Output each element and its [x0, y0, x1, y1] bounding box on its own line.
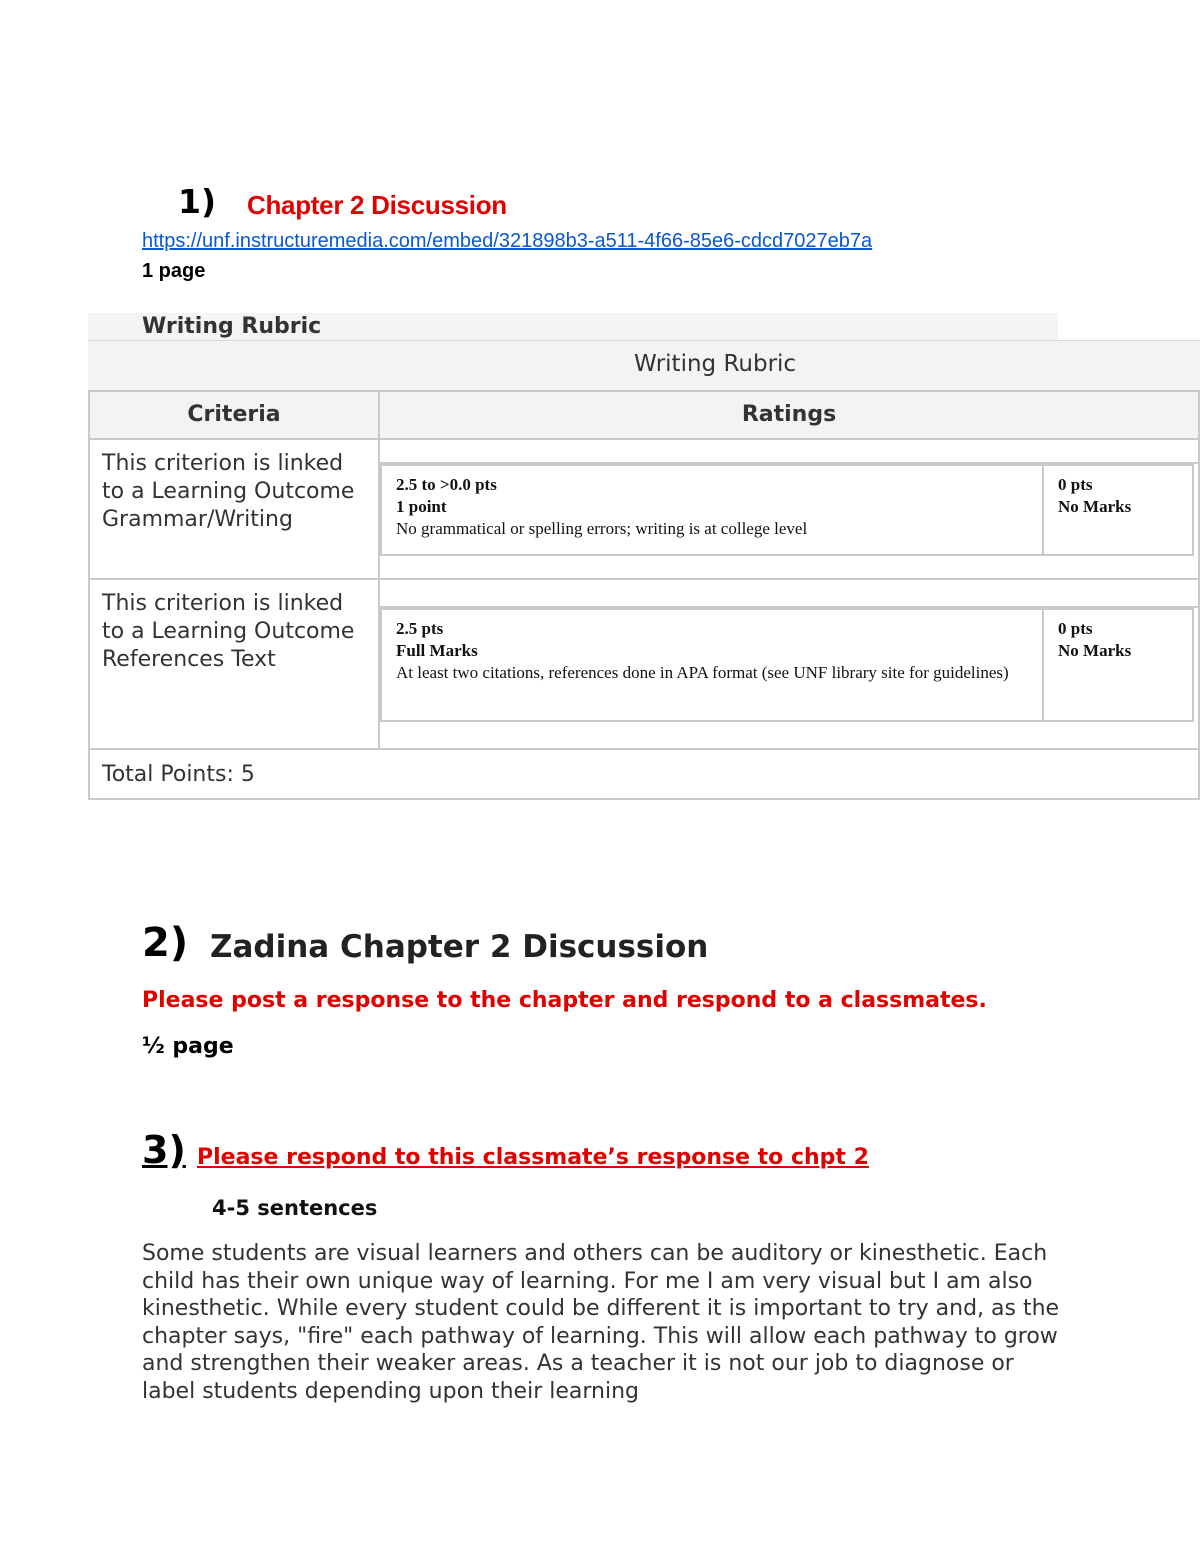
ratings-cell-references — [378, 578, 1200, 750]
rating-full — [380, 608, 1044, 722]
rubric-caption — [88, 340, 1200, 391]
rubric-table — [88, 340, 1200, 800]
rating-description: At least two citations, references done in APA format (see UNF library site for guidelines) — [396, 663, 1009, 682]
header-criteria: Criteria — [88, 390, 380, 440]
rating-label: No Marks — [1058, 641, 1132, 660]
rating-pts: 2.5 pts — [396, 619, 444, 638]
rating-pts: 0 pts — [1058, 619, 1093, 638]
rating-pts: 2.5 to >0.0 pts — [396, 475, 497, 494]
rating-description: No grammatical or spelling errors; writing is at college level — [396, 519, 808, 538]
section-3-title: Please respond to this classmate’s response to chpt 2 — [197, 1145, 869, 1170]
header-ratings: Ratings — [378, 390, 1200, 440]
rating-label: 1 point — [396, 497, 447, 516]
rating-full — [380, 464, 1044, 556]
section-2-instruction: Please post a response to the chapter and respond to a classmates. — [142, 988, 987, 1013]
rating-none — [1042, 608, 1194, 722]
ratings-cell-grammar — [378, 438, 1200, 580]
rubric-caption-text: Writing Rubric — [634, 351, 797, 377]
rating-top-strip — [380, 440, 1198, 464]
section-1-title: Chapter 2 Discussion — [247, 190, 507, 220]
rating-none — [1042, 464, 1194, 556]
section-1-length: 1 page — [142, 260, 206, 282]
rating-pts: 0 pts — [1058, 475, 1093, 494]
rubric-heading: Writing Rubric — [142, 314, 322, 339]
criterion-references-text: This criterion is linked to a Learning Outcome References Text — [88, 578, 380, 750]
rating-label: Full Marks — [396, 641, 478, 660]
rating-label: No Marks — [1058, 497, 1132, 516]
section-2-length: ½ page — [142, 1034, 234, 1059]
total-points: Total Points: 5 — [88, 748, 1200, 800]
rating-top-strip — [380, 580, 1198, 608]
section-3-number: 3) — [142, 1128, 186, 1172]
section-3-length: 4-5 sentences — [212, 1196, 378, 1220]
criterion-grammar-writing: This criterion is linked to a Learning Outcome Grammar/Writing — [88, 438, 380, 580]
section-1-number: 1) — [178, 182, 217, 221]
section-2-number: 2) — [142, 920, 189, 966]
classmate-response-text: Some students are visual learners and others can be auditory or kinesthetic. Each child has their own unique way of learning. For me I am very visual but I am also kinesthetic. While every student could be different it is important to try and, as the chapter says, "fire" each pathway of learning. This will allow each pathway to grow and strengthen their weaker areas. As a teacher it is not our job to diagnose or label students depending upon their learning — [142, 1241, 1060, 1404]
section-2-title: Zadina Chapter 2 Discussion — [210, 929, 709, 965]
section-1-video-link[interactable]: https://unf.instructuremedia.com/embed/321898b3-a511-4f66-85e6-cdcd7027eb7a — [142, 230, 873, 252]
